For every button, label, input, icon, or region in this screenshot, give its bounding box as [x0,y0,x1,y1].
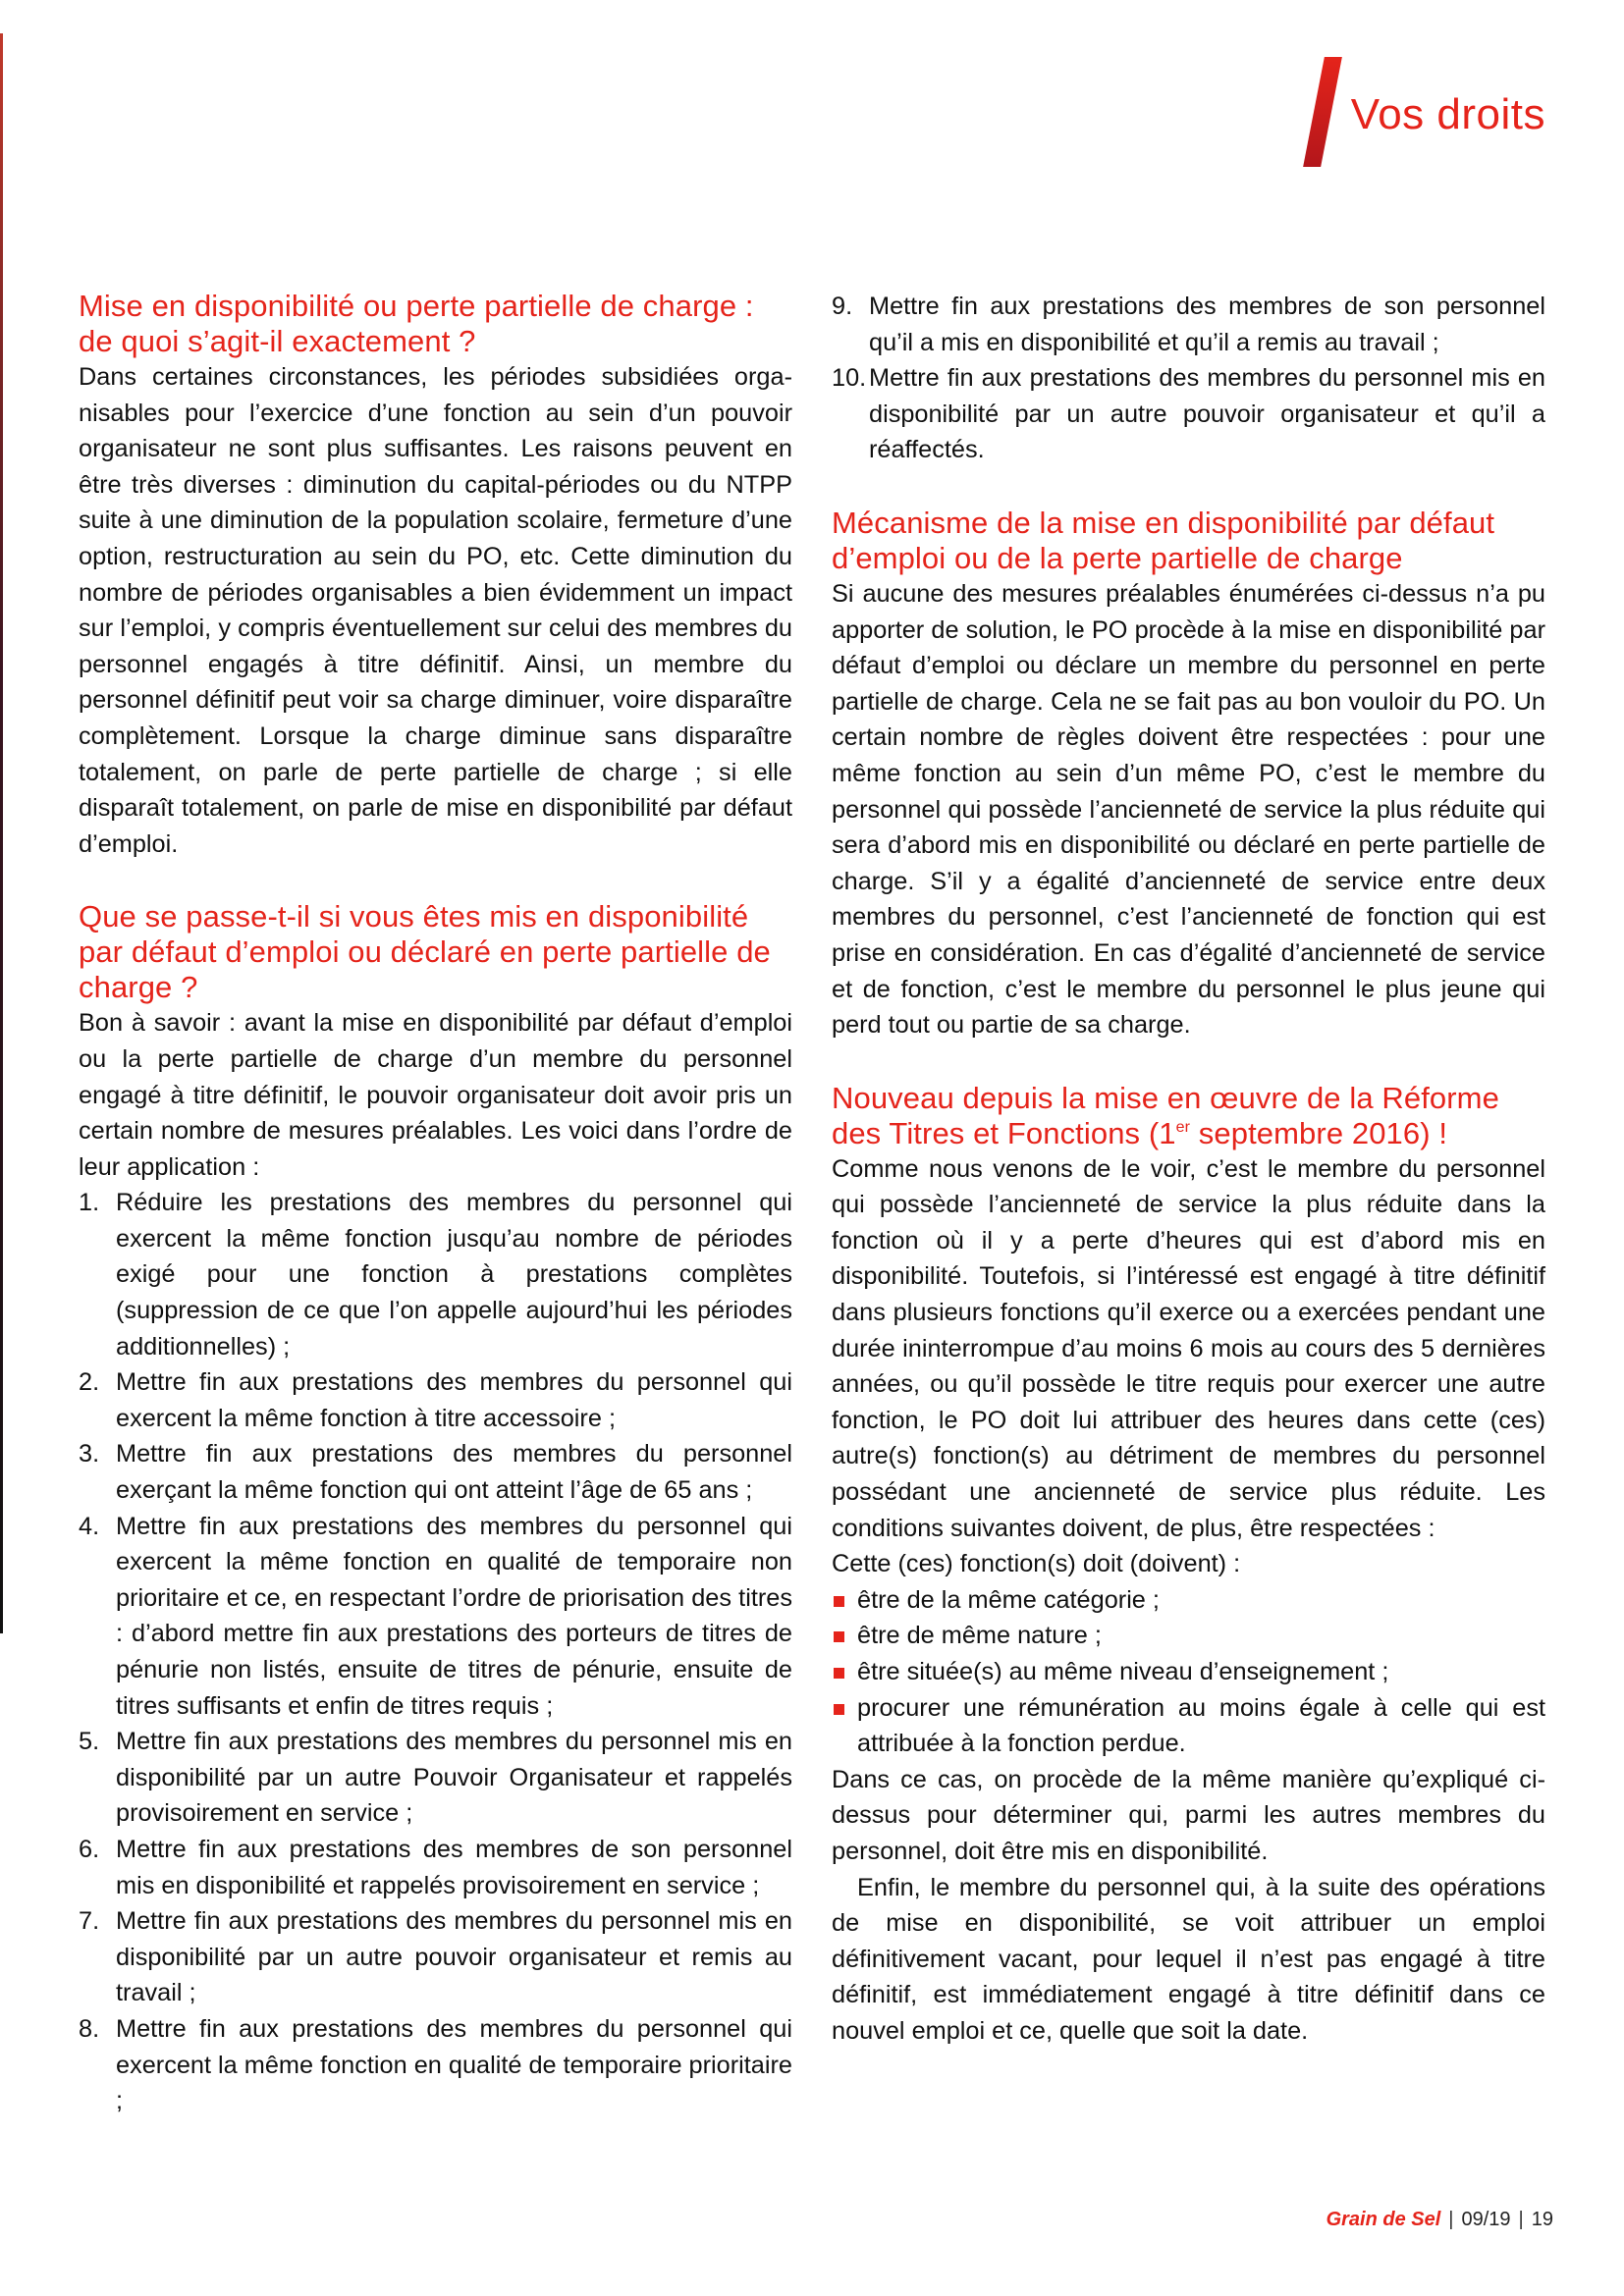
measure-number: 6. [79,1835,100,1863]
magazine-brand: Grain de Sel [1326,2209,1441,2230]
square-bullet-icon [834,1704,844,1715]
issue-date: 09/19 [1461,2209,1511,2230]
section-body-4: Comme nous venons de le voir, c’est le membre du personnel qui possède l’ancienneté de service la plus réduite dans la fonction où il y a perte d’heures qui est d’abord mis en disponibilité. Toutefois, si l’intéressé est engagé à titre définitif dans plusieurs fonctions qu’il exerce ou a exercées pendant une durée ininterrompue d’au moins 6 mois au cours des 5 dernières années, ou qu’il possède le titre requis pour exercer une autre fonction, le PO doit lui attribuer des heures dans cette (ces) autre(s) fonction(s) au détriment de membres du personnel possédant une ancienneté de service plus réduite. Les conditions suivantes doivent, de plus, être respectées : [832,1154,1545,1542]
separator: | [1448,2209,1454,2230]
measure-number: 2. [79,1368,100,1397]
conditions-intro: Cette (ces) fonction(s) doit (doivent) : [832,1550,1241,1578]
square-bullet-icon [834,1668,844,1679]
measure-item [79,2011,792,2119]
closing-paragraph: Enfin, le membre du personnel qui, à la suite des opérations de mise en disponibilité, se voit attribuer un emploi définitivement vacant, pour lequel il n’est pas engagé à titre définitif, est immédiatement engagé à titre définitif dans ce nouvel emploi et ce, quelle que soit la date. [832,1873,1545,2045]
measures-list [79,1185,792,2118]
right-column [832,289,1545,2050]
measure-text: Mettre fin aux prestations des membres du personnel qui exercent la même fonction en qualité de temporaire prioritaire ; [116,2014,792,2115]
section-heading-2: Que se passe-t-il si vous êtes mis en disponibilité par défaut d’emploi ou déclaré en perte partielle de charge ? [79,899,771,1005]
heading-text: Nouveau depuis la mise en œuvre de la Réforme des Titres et Fonctions (1 [832,1080,1499,1150]
heading-superscript: er [1175,1118,1191,1136]
condition-text: être de la même catégorie ; [857,1585,1160,1614]
slash-accent-icon [1303,57,1342,167]
measure-item [79,1364,792,1436]
square-bullet-icon [834,1596,844,1607]
measure-text: Mettre fin aux prestations des membres de son personnel mis en disponibilité et rappelés provisoirement en service ; [116,1835,792,1899]
measure-text: Mettre fin aux prestations des membres du personnel mis en disponibilité par un autre Pouvoir Organisateur et rappelés provisoirement en service ; [116,1728,792,1828]
condition-item [832,1618,1545,1654]
square-bullet-icon [834,1631,844,1642]
measure-item [79,1903,792,2011]
condition-text: être de même nature ; [857,1622,1102,1650]
measure-number: 4. [79,1512,100,1540]
measure-number: 9. [832,293,853,320]
condition-item [832,1582,1545,1619]
measure-item [79,1185,792,1364]
measure-item [79,1832,792,1903]
after-conditions: Dans ce cas, on procède de la même manière qu’expliqué ci-dessus pour déterminer qui, parmi les autres membres du personnel, doit être mis en disponibilité. [832,1765,1545,1865]
heading-text: septembre 2016) ! [1190,1115,1448,1150]
page-edge-line [0,33,3,1633]
measure-text: Mettre fin aux prestations des membres de son personnel qu’il a mis en disponibilité et qu’il a remis au travail ; [869,293,1545,356]
measure-number: 10. [832,364,867,393]
section-heading-1: Mise en disponibilité ou perte partielle de charge : de quoi s’agit-il exactement ? [79,289,754,358]
conditions-list [832,1582,1545,1762]
separator: | [1518,2209,1524,2230]
measure-number: 3. [79,1440,100,1468]
section-title: Vos droits [1350,90,1545,138]
page-number: 19 [1531,2209,1553,2230]
measure-text: Réduire les prestations des membres du personnel qui exercent la même fonction jusqu’au nombre de périodes exigé pour une fonction à prestations complètes (suppression de ce que l’on appelle aujourd’hui les périodes additionnelles) ; [116,1189,792,1361]
section-intro-2: Bon à savoir : avant la mise en disponibilité par défaut d’emploi ou la perte partielle de charge d’un membre du personnel engagé à titre définitif, le pouvoir organisateur doit avoir pris un certain nombre de mesures préalables. Les voici dans l’ordre de leur application : [79,1009,792,1181]
condition-item [832,1690,1545,1762]
condition-text: procurer une rémunération au moins égale à celle qui est attribuée à la fonction perdue. [857,1693,1545,1758]
measure-number: 1. [79,1189,100,1217]
section-tag [1314,51,1545,169]
measure-item [79,1509,792,1725]
measure-item [79,1436,792,1508]
measure-text: Mettre fin aux prestations des membres du personnel qui exercent la même fonction à titre accessoire ; [116,1368,792,1432]
measure-item [832,360,1545,468]
page-footer [1326,2209,1553,2231]
section-body-1: Dans certaines circonstances, les périodes subsidiées organisables pour l’exercice d’une fonction au sein d’un pouvoir organisateur ne sont plus suffisantes. Les raisons peuvent en être très diverses : diminution du capital-périodes ou du NTPP suite à une diminution de la population scolaire, fermeture d’une option, restructuration au sein du PO, etc. Cette diminution du nombre de périodes organisables a bien évidemment un impact sur l’emploi, y compris éventuellement sur celui des membres du personnel engagés à titre définitif. Ainsi, un membre du personnel définitif peut voir sa charge diminuer, voire disparaître complètement. Lorsque la charge diminue sans disparaître totalement, on parle de perte partielle de charge ; si elle disparaît totalement, on parle de mise en disponibilité par défaut d’emploi. [79,363,792,858]
condition-item [832,1654,1545,1690]
measure-text: Mettre fin aux prestations des membres du personnel exerçant la même fonction qui ont atteint l’âge de 65 ans ; [116,1440,792,1505]
measure-item [79,1724,792,1832]
measure-text: Mettre fin aux prestations des membres du personnel mis en disponibilité par un autre pouvoir organisateur et remis au travail ; [116,1907,792,2007]
measure-number: 5. [79,1728,100,1756]
measure-number: 8. [79,2014,100,2043]
left-column [79,289,792,2119]
measure-number: 7. [79,1907,100,1936]
measure-text: Mettre fin aux prestations des membres du personnel mis en disponibilité par un autre pouvoir organisateur et qu’il a réaffectés. [869,364,1545,464]
section-body-3: Si aucune des mesures préalables énumérées ci-dessus n’a pu apporter de solution, le PO procède à la mise en disponibilité par défaut d’emploi ou déclare un membre du personnel en perte partielle de charge. Cela ne se fait pas au bon vouloir du PO. Un certain nombre de règles doivent être respectées : pour une même fonction au sein d’un même PO, c’est le membre du personnel qui possède l’ancienneté de service la plus réduite qui sera d’abord mis en disponibilité ou déclaré en perte partielle de charge. S’il y a égalité d’ancienneté de service entre deux membres du personnel, c’est l’ancienneté de fonction qui est prise en considération. En cas d’égalité d’ancienneté de service et de fonction, c’est le membre du personnel le plus jeune qui perd tout ou partie de sa charge. [832,579,1545,1040]
section-heading-4 [832,1081,1545,1151]
measures-list-continued [832,289,1545,468]
measure-item [832,289,1545,360]
section-heading-3: Mécanisme de la mise en disponibilité par défaut d’emploi ou de la perte partielle de charge [832,505,1495,575]
condition-text: être située(s) au même niveau d’enseignement ; [857,1658,1389,1685]
measure-text: Mettre fin aux prestations des membres du personnel qui exercent la même fonction en qualité de temporaire non prioritaire et ce, en respectant l’ordre de priorisation des titres : d’abord mettre fin aux prestations des porteurs de titres de pénurie non listés, ensuite de titres de pénurie, ensuite de titres suffisants et enfin de titres requis ; [116,1512,792,1720]
